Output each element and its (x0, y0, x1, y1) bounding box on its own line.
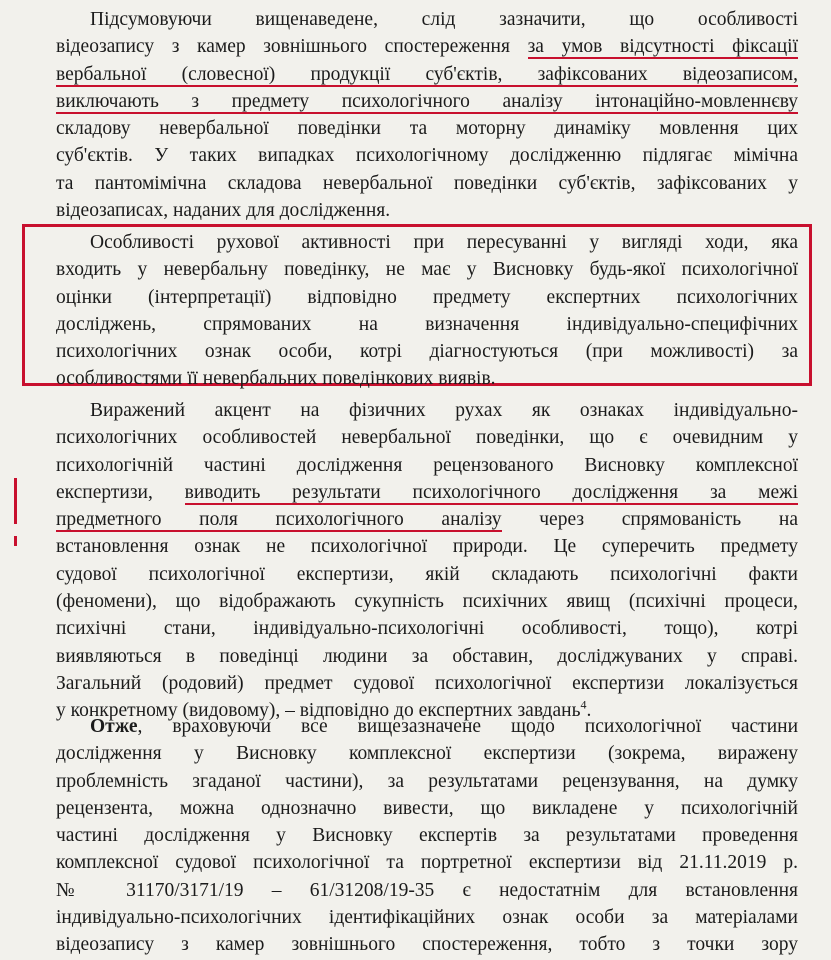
text-line: відеозаписах, наданих для дослідження. (56, 200, 391, 222)
text-line: комплексної судової психологічної та портретної експертизи від 21.11.2019 р. (56, 852, 798, 874)
text-line: виявляються в поведінці людини за обставин, досліджуваних у справі. (56, 645, 798, 667)
text-line: психічні стани, індивідуально-психологічні особливості, тощо), котрі (56, 618, 798, 640)
bold-word: Отже (90, 716, 138, 737)
text-line: індивідуально-психологічних ідентифікаційних ознак особи за матеріалами (56, 907, 798, 929)
footnote-ref: 4 (580, 697, 587, 712)
text-line (56, 61, 798, 88)
underlined-phrase: виключають з предмету психологічного аналізу інтонаційно-мовленнєву (56, 90, 798, 112)
text-line: суб'єктів. У таких випадках психологічному дослідженню підлягає мімічна (56, 145, 798, 167)
text-line: рецензента, можна однозначно вивести, що викладене у психологічній (56, 797, 798, 819)
underlined-phrase: за умов відсутності фіксації (527, 36, 798, 58)
text-line: досліджень, спрямованих на визначення індивідуально-специфічних (56, 313, 798, 335)
underlined-phrase: предметного поля психологічного аналізу (56, 509, 502, 531)
text-line: (феномени), що відображають сукупність психічних явищ (психічні процеси, (56, 591, 798, 613)
text-line: Виражений акцент на фізичних рухах як ознаках індивідуально- (90, 400, 798, 421)
text-line (56, 88, 798, 115)
underlined-phrase: виводить результати психологічного дослідження за межі (184, 481, 798, 503)
text-line: особливостями її невербальних поведінкових виявів. (56, 368, 496, 390)
text-line: проблемність згаданої частини), за результатами рецензування, на думку (56, 770, 798, 792)
text-line: встановлення ознак не психологічної природи. Це суперечить предмету (56, 536, 798, 558)
text-line: та пантомімічна складова невербальної поведінки суб'єктів, зафіксованих у (56, 172, 798, 194)
text-line: Загальний (родовий) предмет судової психологічної експертизи локалізується (56, 672, 798, 694)
text-line: оцінки (інтерпретації) відповідно предмету експертних психологічних (56, 286, 798, 308)
text-line: входить у невербальну поведінку, не має у Висновку будь-якої психологічної (56, 259, 798, 281)
paragraph-motor-activity (56, 229, 798, 393)
text-line: складову невербальної поведінки та моторну динаміку мовлення цих (56, 118, 798, 140)
text-line: дослідження у Висновку комплексної експертизи (зокрема, виражену (56, 743, 798, 765)
paragraph-summary (56, 6, 798, 224)
text-line: предметного поля психологічного аналізу через спрямованість на (56, 509, 798, 531)
text-line: експертизи, виводить результати психологічного дослідження за межі (56, 481, 798, 503)
text-line: Підсумовуючи вищенаведене, слід зазначити, що особливості (90, 9, 798, 30)
text-line: психологічних особливостей невербальної поведінки, що є очевидним у (56, 427, 798, 449)
paragraph-physical-movements (56, 397, 798, 725)
margin-mark (14, 478, 17, 524)
paragraph-conclusion (56, 713, 798, 959)
underlined-phrase: вербальної (словесної) продукції суб'єктів, зафіксованих відеозаписом, (56, 63, 798, 85)
text-line: частині дослідження у Висновку експертів за результатами проведення (56, 825, 798, 847)
text-line: відеозапису з камер зовнішнього спостереження за умов відсутності фіксації (56, 36, 798, 58)
text-line: відеозапису з камер зовнішнього спостереження, тобто з точки зору (56, 934, 798, 956)
text-line: судової психологічної експертизи, якій складають психологічні факти (56, 563, 798, 585)
text-line: психологічній частині дослідження рецензованого Висновку комплексної (56, 454, 798, 476)
margin-mark (14, 536, 17, 546)
text-line: № 31170/3171/19 – 61/31208/19-35 є недостатнім для встановлення (56, 879, 798, 901)
text-line: Отже, враховуючи все вищезазначене щодо психологічної частини (90, 716, 798, 737)
text-line: психологічних ознак особи, котрі діагностуються (при можливості) за (56, 341, 798, 363)
text-line: Особливості рухової активності при пересуванні у вигляді ходи, яка (90, 232, 798, 253)
text-line: у конкретному (видовому), – відповідно до експертних завдань$^4$. (56, 697, 592, 722)
